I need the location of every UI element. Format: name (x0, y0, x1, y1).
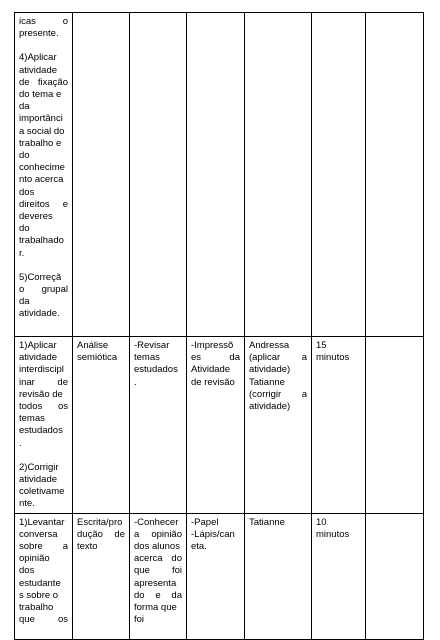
text-line: (aplicar a (249, 352, 307, 364)
activity-cell (15, 13, 73, 337)
text-line: a social do (19, 125, 65, 137)
text-line: 5)Correçã (19, 271, 62, 283)
strategy-cell (73, 337, 130, 514)
text-line: -Conhecer (134, 516, 179, 528)
activity-cell (15, 513, 73, 639)
text-line: dos alunos (134, 541, 180, 553)
text-line: 2)Corrigir (19, 461, 59, 473)
text-line: atividade) (249, 364, 291, 376)
text-line: acerca do (134, 553, 182, 565)
text-line: minutos (316, 352, 350, 364)
text-line: 1)Levantar (19, 516, 65, 528)
text-line: . (19, 437, 22, 449)
activity-cell (15, 337, 73, 514)
text-line: de revisão (191, 376, 235, 388)
text-line: de fixação (19, 76, 68, 88)
text-line: Análise (77, 340, 109, 351)
text-line: atividade. (19, 308, 60, 320)
text-line: estudante (19, 577, 61, 589)
text-line: foi (134, 614, 145, 626)
empty-cell (245, 13, 312, 337)
text-line: que os (19, 614, 68, 626)
text-line: (corrigir a (249, 388, 307, 400)
text-line: r. (19, 247, 25, 259)
text-line: do (19, 150, 30, 162)
empty-cell (366, 513, 424, 639)
responsible-cell (245, 513, 312, 639)
text-line: 15 (316, 340, 327, 351)
text-line: opinião (19, 553, 50, 565)
text-line: conhecime (19, 162, 65, 174)
text-line: 10 (316, 516, 327, 528)
text-line: dos (19, 565, 35, 577)
text-line: forma que (134, 602, 177, 614)
text-line: estudados (19, 425, 63, 437)
empty-cell (187, 13, 245, 337)
text-line: conversa (19, 528, 58, 540)
text-line: da (19, 101, 30, 113)
text-line: Escrita/pro (77, 516, 123, 528)
text-line: direitos e (19, 198, 68, 210)
text-line: eta. (191, 541, 207, 553)
text-line: Tatianne (249, 516, 285, 528)
text-line: todos os (19, 401, 68, 413)
text-line: do e da (134, 589, 182, 601)
resources-cell (187, 513, 245, 639)
text-line: -Revisar (134, 340, 170, 351)
text-line: Tatianne (249, 376, 285, 388)
text-line: icas o (19, 16, 68, 27)
text-line: revisão de (19, 388, 63, 400)
duration-cell (312, 513, 366, 639)
text-line: que foi (134, 565, 182, 577)
table-row (15, 13, 424, 337)
text-line: dução de (77, 528, 125, 540)
text-line: semiótica (77, 352, 118, 364)
empty-cell (366, 337, 424, 514)
empty-cell (130, 13, 187, 337)
text-line: . (134, 376, 137, 388)
text-line: minutos (316, 528, 350, 540)
text-line: deveres (19, 211, 53, 223)
responsible-cell (245, 337, 312, 514)
text-line: texto (77, 541, 98, 553)
text-line: a opinião (134, 528, 182, 540)
text-line: o grupal (19, 284, 68, 296)
text-line: inar de (19, 376, 68, 388)
text-line: 4)Aplicar (19, 52, 57, 64)
resources-cell (187, 337, 245, 514)
text-line: do tema e (19, 89, 62, 101)
empty-cell (366, 13, 424, 337)
text-line: -Lápis/can (191, 528, 235, 540)
activity-plan-table (14, 12, 424, 640)
text-line: atividade) (249, 401, 291, 413)
text-line: 1)Aplicar (19, 340, 57, 351)
text-line: atividade (19, 64, 58, 76)
text-line: nte. (19, 498, 35, 510)
duration-cell (312, 337, 366, 514)
text-line: presente. (19, 28, 59, 40)
text-line: interdiscipl (19, 364, 64, 376)
objective-cell (130, 337, 187, 514)
text-line: apresenta (134, 577, 177, 589)
text-line: atividade (19, 474, 58, 486)
text-line: nto acerca (19, 174, 64, 186)
empty-cell (73, 13, 130, 337)
table-row (15, 337, 424, 514)
text-line: temas (134, 352, 160, 364)
text-line: s sobre o (19, 589, 59, 601)
text-line: importânci (19, 113, 63, 125)
text-line: -Impressõ (191, 340, 234, 351)
text-line: -Papel (191, 516, 219, 528)
text-line: do (19, 223, 30, 235)
text-line: estudados (134, 364, 178, 376)
strategy-cell (73, 513, 130, 639)
text-line: es da (191, 352, 240, 364)
text-line: temas (19, 413, 45, 425)
text-line: Andressa (249, 340, 290, 351)
text-line: atividade (19, 352, 58, 364)
text-line: da (19, 296, 30, 308)
table-row (15, 513, 424, 639)
empty-cell (312, 13, 366, 337)
objective-cell (130, 513, 187, 639)
text-line: trabalho e (19, 137, 62, 149)
text-line: coletivame (19, 486, 65, 498)
text-line: dos (19, 186, 35, 198)
text-line: sobre a (19, 541, 68, 553)
text-line: trabalho (19, 602, 54, 614)
text-line: Atividade (191, 364, 231, 376)
text-line: trabalhado (19, 235, 64, 247)
